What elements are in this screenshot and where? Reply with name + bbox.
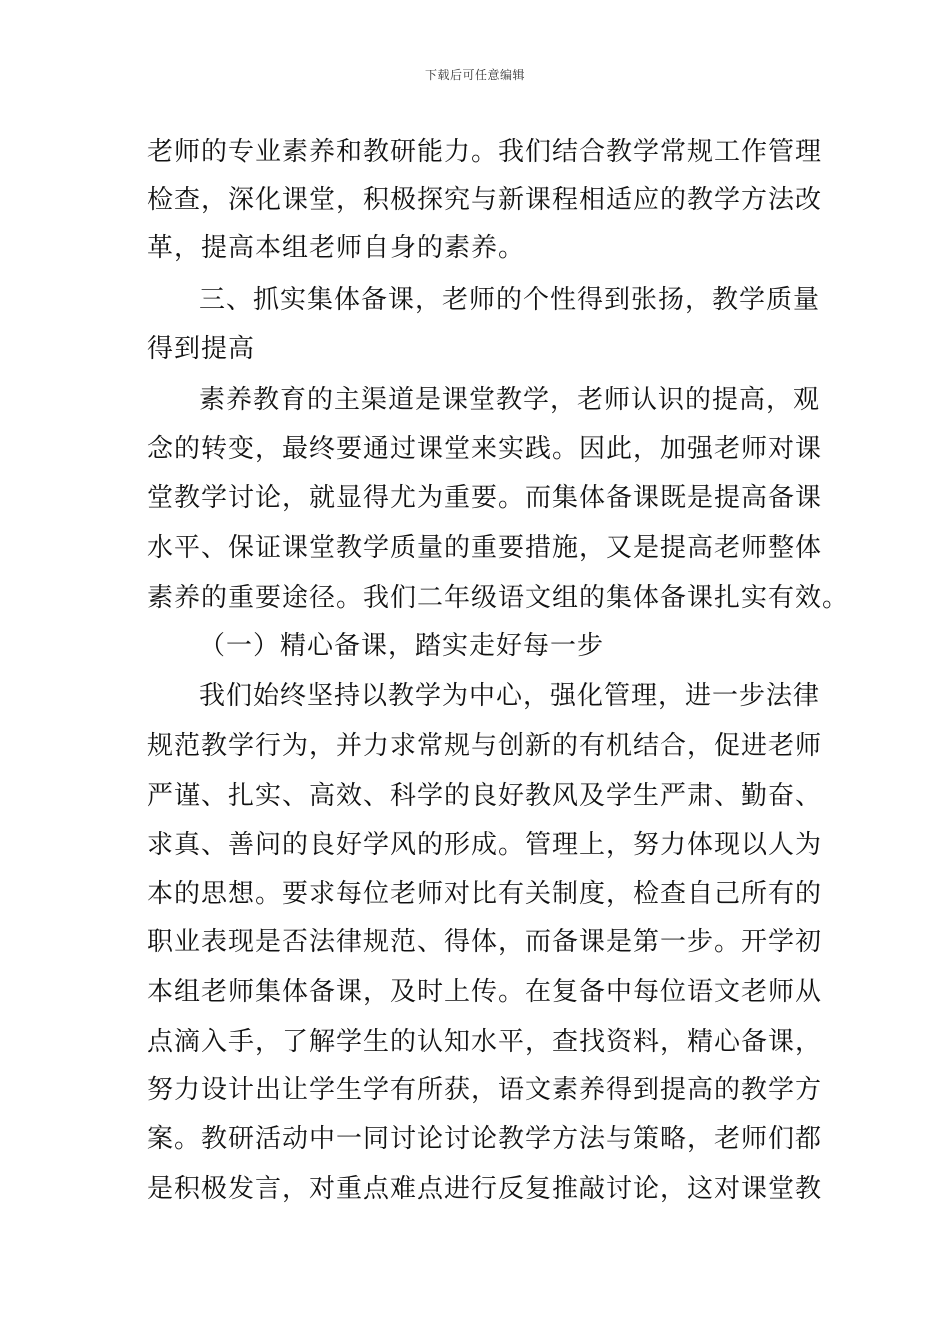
- body-line-18: 本组老师集体备课，及时上传。在复备中每位语文老师从: [147, 977, 823, 1007]
- body-line-8: 堂教学讨论，就显得尤为重要。而集体备课既是提高备课: [147, 483, 823, 513]
- body-line-19: 点滴入手，了解学生的认知水平，查找资料，精心备课，: [147, 1027, 823, 1057]
- body-line-20: 努力设计出让学生学有所获，语文素养得到提高的教学方: [147, 1075, 823, 1105]
- body-line-14: 严谨、扎实、高效、科学的良好教风及学生严肃、勤奋、: [147, 781, 823, 811]
- body-line-13: 规范教学行为，并力求常规与创新的有机结合，促进老师: [147, 731, 823, 761]
- body-line-21: 案。教研活动中一同讨论讨论教学方法与策略，老师们都: [147, 1124, 823, 1154]
- page-header: 下载后可任意编辑: [424, 68, 525, 82]
- body-line-7: 念的转变，最终要通过课堂来实践。因此，加强老师对课: [147, 434, 823, 464]
- body-line-15: 求真、善问的良好学风的形成。管理上，努力体现以人为: [147, 830, 823, 860]
- body-line-3: 革，提高本组老师自身的素养。: [147, 233, 526, 263]
- body-line-6: 素养教育的主渠道是课堂教学，老师认识的提高，观: [199, 385, 821, 415]
- body-line-16: 本的思想。要求每位老师对比有关制度，检查自己所有的: [147, 879, 823, 909]
- body-line-2: 检查，深化课堂，积极探究与新课程相适应的教学方法改: [147, 185, 823, 215]
- subsection-heading-1: （一）精心备课，踏实走好每一步: [199, 631, 605, 661]
- body-line-17: 职业表现是否法律规范、得体，而备课是第一步。开学初: [147, 927, 823, 957]
- body-line-22: 是积极发言，对重点难点进行反复推敲讨论，这对课堂教: [147, 1174, 823, 1204]
- body-line-1: 老师的专业素养和教研能力。我们结合教学常规工作管理: [147, 137, 823, 167]
- body-line-12: 我们始终坚持以教学为中心，强化管理，进一步法律: [199, 681, 821, 711]
- section-heading-3: 三、抓实集体备课，老师的个性得到张扬，教学质量: [199, 285, 821, 315]
- section-heading-3-cont: 得到提高: [147, 334, 256, 364]
- body-line-9: 水平、保证课堂教学质量的重要措施，又是提高老师整体: [147, 533, 823, 563]
- body-line-10: 素养的重要途径。我们二年级语文组的集体备课扎实有效。: [147, 583, 850, 613]
